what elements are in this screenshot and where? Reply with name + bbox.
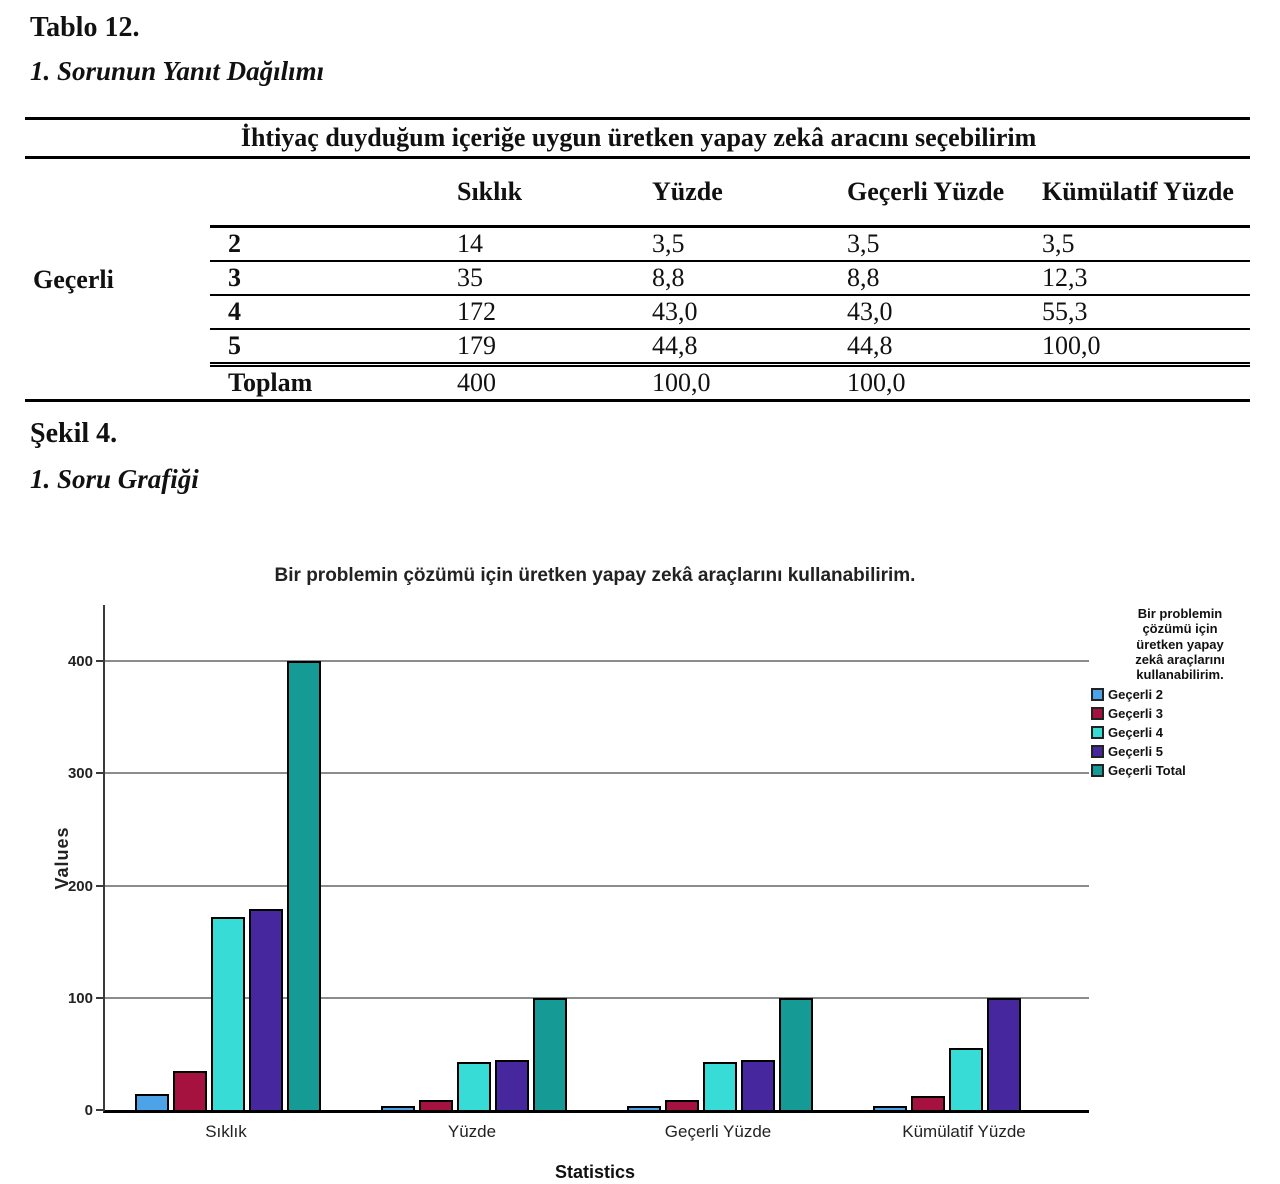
plot-area <box>52 605 1089 1119</box>
bar-geçerli-2 <box>627 1106 661 1110</box>
bar-geçerli-total <box>287 661 321 1110</box>
figure-caption: 1. Soru Grafiği <box>30 464 199 494</box>
bar-geçerli-total <box>533 998 567 1110</box>
table-span-header: İhtiyaç duyduğum içeriğe uygun üretken yapay zekâ aracını seçebilirim <box>25 119 1250 158</box>
legend-item-label: Geçerli Total <box>1108 762 1186 778</box>
table-cell: 8,8 <box>650 261 845 295</box>
y-tick <box>96 997 105 999</box>
bar-geçerli-2 <box>135 1094 169 1110</box>
legend-title-line: zekâ araçlarını <box>1135 651 1225 667</box>
col-header-gecerli-yuzde: Geçerli Yüzde <box>845 158 1040 227</box>
chart-title: Bir problemin çözümü için üretken yapay zekâ araçlarını kullanabilirim. <box>274 565 916 586</box>
table-cell: 43,0 <box>650 295 845 329</box>
legend-title-line: çözümü için <box>1142 621 1218 637</box>
table-cell: 3,5 <box>1040 227 1250 262</box>
row-label: 5 <box>210 329 455 365</box>
table-cell: 3,5 <box>650 227 845 262</box>
legend-swatch-icon <box>1091 688 1104 701</box>
y-tick <box>96 660 105 662</box>
y-tick-label: 200 <box>67 877 93 895</box>
row-label: Toplam <box>210 365 455 401</box>
bar-geçerli-4 <box>457 1062 491 1110</box>
table-cell: 172 <box>455 295 650 329</box>
legend-item <box>1091 763 1269 778</box>
x-tick-label: Sıklık <box>205 1122 247 1141</box>
table-cell: 3,5 <box>845 227 1040 262</box>
table-cell: 43,0 <box>845 295 1040 329</box>
table-cell: 179 <box>455 329 650 365</box>
x-tick-label: Geçerli Yüzde <box>664 1122 772 1141</box>
bar-geçerli-2 <box>873 1106 907 1110</box>
table-cell <box>1040 365 1250 401</box>
table-cell: 8,8 <box>845 261 1040 295</box>
y-tick <box>96 772 105 774</box>
y-tick <box>96 1109 105 1111</box>
x-tick-label: Yüzde <box>447 1122 497 1141</box>
legend-title <box>1091 606 1269 683</box>
bar-geçerli-4 <box>211 917 245 1110</box>
y-tick-label: 100 <box>67 989 93 1007</box>
bar-geçerli-total <box>779 998 813 1110</box>
bar-geçerli-3 <box>173 1071 207 1110</box>
legend-title-line: üretken yapay <box>1136 636 1224 652</box>
bar-geçerli-5 <box>249 909 283 1110</box>
table-cell: 55,3 <box>1040 295 1250 329</box>
response-distribution-table <box>25 117 1250 402</box>
table-cell: 100,0 <box>650 365 845 401</box>
legend-item-label: Geçerli 5 <box>1108 743 1163 759</box>
bar-geçerli-3 <box>665 1100 699 1110</box>
legend-swatch-icon <box>1091 764 1104 777</box>
corner-cell-2 <box>210 158 455 227</box>
bar-geçerli-3 <box>911 1096 945 1110</box>
bar-geçerli-5 <box>741 1060 775 1110</box>
legend-title-line: Bir problemin <box>1137 606 1223 621</box>
table-cell: 44,8 <box>650 329 845 365</box>
bar-geçerli-4 <box>703 1062 737 1110</box>
row-label: 4 <box>210 295 455 329</box>
table-label: Tablo 12. <box>30 12 140 43</box>
figure-label: Şekil 4. <box>30 418 118 449</box>
legend-item-label: Geçerli 2 <box>1108 686 1163 702</box>
legend-item-label: Geçerli 3 <box>1108 705 1163 721</box>
bar-geçerli-5 <box>987 998 1021 1110</box>
table-cell: 14 <box>455 227 650 262</box>
bar-geçerli-4 <box>949 1048 983 1110</box>
table-cell: 100,0 <box>845 365 1040 401</box>
table-cell: 100,0 <box>1040 329 1250 365</box>
legend-title-line: kullanabilirim. <box>1136 667 1224 683</box>
legend-item <box>1091 725 1269 740</box>
y-tick-label: 400 <box>67 653 93 671</box>
bar-geçerli-2 <box>381 1106 415 1110</box>
col-header-siklik: Sıklık <box>455 158 650 227</box>
table-cell: 400 <box>455 365 650 401</box>
row-group-label: Geçerli <box>25 227 210 401</box>
legend-item-label: Geçerli 4 <box>1108 724 1163 740</box>
row-label: 3 <box>210 261 455 295</box>
y-tick-label: 0 <box>84 1102 93 1119</box>
col-header-kumulatif-yuzde: Kümülatif Yüzde <box>1040 158 1250 227</box>
x-tick-label: Kümülatif Yüzde <box>902 1122 1026 1141</box>
legend-swatch-icon <box>1091 745 1104 758</box>
table-cell: 44,8 <box>845 329 1040 365</box>
legend-swatch-icon <box>1091 707 1104 720</box>
table-span-header-row <box>25 119 1250 158</box>
bar-geçerli-5 <box>495 1060 529 1110</box>
bar-group-4 <box>843 605 1089 1110</box>
legend-item <box>1091 687 1269 702</box>
y-tick <box>96 885 105 887</box>
col-header-yuzde: Yüzde <box>650 158 845 227</box>
corner-cell <box>25 158 210 227</box>
bar-group-2 <box>351 605 597 1110</box>
legend-items <box>1091 687 1269 778</box>
chart-legend <box>1091 606 1269 778</box>
legend-swatch-icon <box>1091 726 1104 739</box>
bar-geçerli-3 <box>419 1100 453 1110</box>
bar-group-3 <box>597 605 843 1110</box>
table-cell: 35 <box>455 261 650 295</box>
legend-item <box>1091 744 1269 759</box>
bar-chart <box>0 540 1280 1184</box>
table-column-header-row <box>25 158 1250 227</box>
row-label: 2 <box>210 227 455 262</box>
table-caption: 1. Sorunun Yanıt Dağılımı <box>30 56 325 86</box>
table-row <box>25 227 1250 262</box>
bar-group-1 <box>105 605 351 1110</box>
legend-item <box>1091 706 1269 721</box>
y-tick-label: 300 <box>67 765 93 783</box>
y-axis-label: Values <box>52 825 73 890</box>
x-axis-label: Statistics <box>554 1162 636 1182</box>
table-cell: 12,3 <box>1040 261 1250 295</box>
